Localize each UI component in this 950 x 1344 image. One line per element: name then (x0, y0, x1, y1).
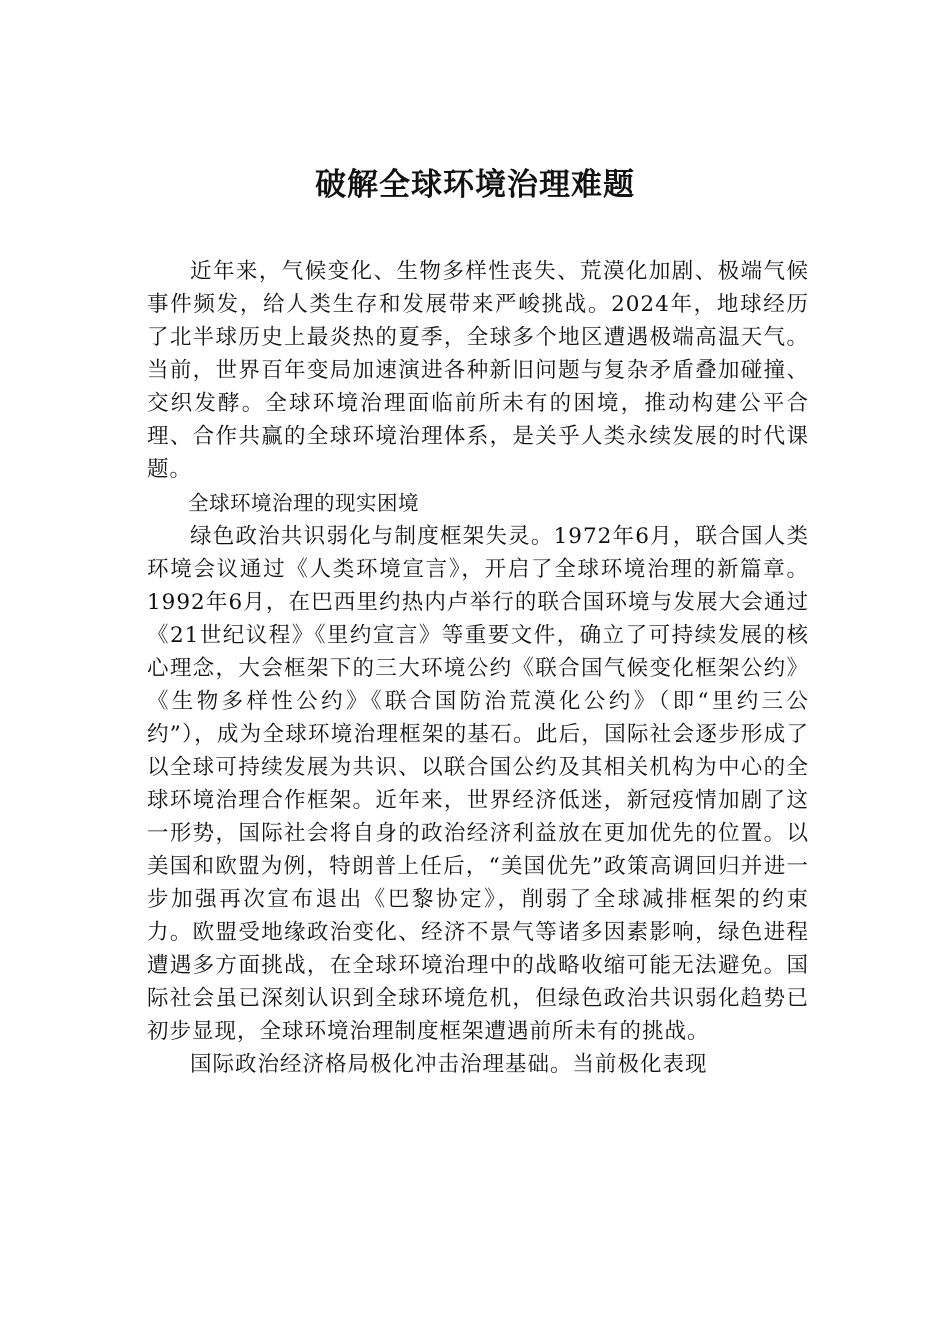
section-paragraph: 绿色政治共识弱化与制度框架失灵。1972年6月，联合国人类环境会议通过《人类环境宣言》，开启了全球环境治理的新篇章。1992年6月，在巴西里约热内卢举行的联合国环境与发展大会通过《21世纪议程》《里约宣言》等重要文件，确立了可持续发展的核心理念，大会框架下的三大环境公约《联合国气候变化框架公约》《生物多样性公约》《联合国防治荒漠化公约》（即“里约三公约”），成为全球环境治理框架的基石。此后，国际社会逐步形成了以全球可持续发展为共识、以联合国公约及其相关机构为中心的全球环境治理合作框架。近年来，世界经济低迷，新冠疫情加剧了这一形势，国际社会将自身的政治经济利益放在更加优先的位置。以美国和欧盟为例，特朗普上任后，“美国优先”政策高调回归并进一步加强再次宣布退出《巴黎协定》，削弱了全球减排框架的约束力。欧盟受地缘政治变化、经济不景气等诸多因素影响，绿色进程遭遇多方面挑战，在全球环境治理中的战略收缩可能无法避免。国际社会虽已深刻认识到全球环境危机，但绿色政治共识弱化趋势已初步显现，全球环境治理制度框架遭遇前所未有的挑战。 (147, 524, 809, 1044)
section-heading: 全球环境治理的现实困境 (188, 491, 419, 515)
article-title: 破解全球环境治理难题 (315, 167, 635, 203)
section-paragraph: 国际政治经济格局极化冲击治理基础。当前极化表现 (190, 1052, 708, 1077)
intro-paragraph: 近年来，气候变化、生物多样性丧失、荒漠化加剧、极端气候事件频发，给人类生存和发展带来严峻挑战。2024年，地球经历了北半球历史上最炎热的夏季，全球多个地区遭遇极端高温天气。当前，世界百年变局加速演进各种新旧问题与复杂矛盾叠加碰撞、交织发酵。全球环境治理面临前所未有的困境，推动构建公平合理、合作共赢的全球环境治理体系，是关乎人类永续发展的时代课题。 (147, 259, 809, 482)
article-body (147, 255, 809, 1081)
